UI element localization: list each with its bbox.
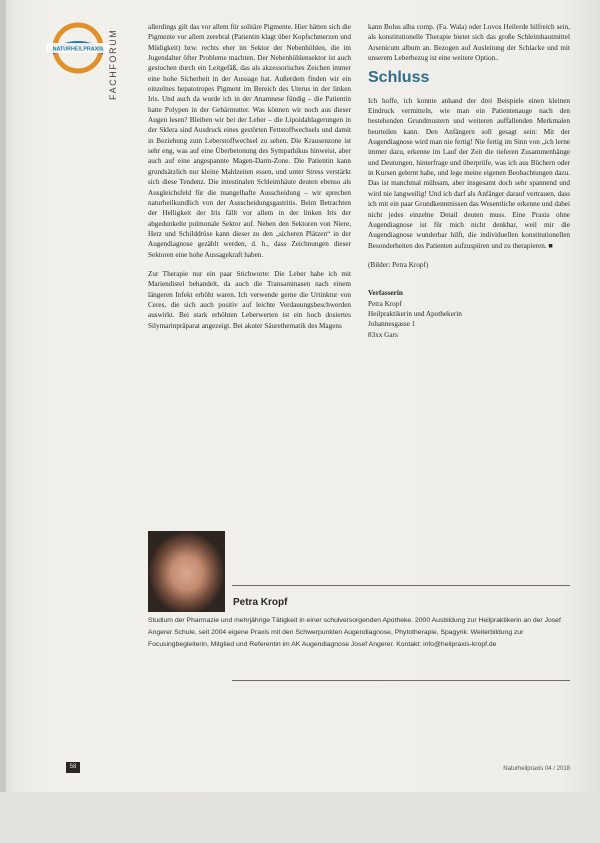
left-text-column [148,22,351,331]
conclusion-paragraph: Ich hoffe, ich konnte anhand der drei Beispiele einen kleinen Eindruck vermitteln, wie man ein Patientenauge nach den bestehenden Grundmustern und weiteren auffallenden Merkmalen beurteilen kann. Den Anfängern soll gesagt sein: Mit der Augendiagnose wird man nie fertig! Nie fertig im Sinn von „ich lerne immer dazu, erkenne im Lauf der Zeit die tieferen Zusammenhänge und Deutungen, hinterfrage und überprüfe, was ich aus Büchern oder in Kursen gelernt habe, und lege meine eigenen Beobachtungen dazu. Das ist manchmal mühsam, aber insgesamt doch sehr spannend und wird nie langweilig! Und ich darf als Anfänger darauf vertrauen, dass ich mit ein paar Grundkenntnissen das Wesentliche erkenne und dabei nicht jedes einzelne Detail deuten muss. Eine Praxis ohne Augendiagnose ist für mich nicht denkbar, weil mir die Augendiagnose wunderbar hilft, die individuellen konstitutionellen Besonderheiten des Patienten aufzuspüren und zu therapieren. ■ [368,96,570,250]
logo-text: NATURHEILPRAXIS [52,46,104,53]
author-line: Johannesgasse 1 [368,320,416,329]
left-paragraph-2: Zur Therapie nur ein paar Stichworte: Die Leber habe ich mit Mariendistel behandelt, da auch die Transaminasen nach einem längeren Infekt erhöht waren. Ich verwende gerne die Urtinktur von Ceres, die sich auch positiv auf leichte Verdauungsbeschwerden auswirkt. Bei stark erhöhten Leberwerten ist ein hoch dosiertes Silymarinpräparat angezeigt. Bei akuter Säurethematik des Magens [148,269,351,330]
author-line: Petra Kropf [368,299,402,308]
page-fold-shadow [0,0,6,843]
bio-divider-top [232,585,570,586]
author-line: Heilpraktikerin und Apothekerin [368,310,462,319]
author-block-title: Verfasserin [368,289,403,298]
right-text-column [368,22,570,340]
left-paragraph-1: allerdings gilt das vor allem für solitäre Pigmente. Hier hätten sich die Pigmente vor allem zerebral (Patientin klagt über Kopfschmerzen und Müdigkeit) bzw. rechts eher im Sektor der Nebenhöhlen, die im Jugendalter öfter Probleme machten. Der Nebenhöhlensektor ist auch gestochen durch ein Leitgefäß, das als akzessorisches Zeichen immer eine hohe Sicherheit in der Aussage hat. Außerdem finden wir ein einzelnes hepatotropes Pigment im Bereich des Uterus in der linken Iris. Und auch da wurde ich in der Anamnese fündig – die Patientin hatte Polypen in der Gebärmutter. Was können wir noch aus dieser Augen lesen? Bleiben wir bei der Leber – die Lipoidablagerungen in der Sklera sind Ausdruck eines gestörten Fettstoffwechsels und damit in Beziehung zum Leberstoffwechsel zu sehen. Die Krausenzone ist sehr eng, was auf eine Überbetonung des Sympathikus hinweist, aber auch auf eine angespannte Magen-Darm-Zone. Die Patientin kann grundsätzlich nur kleine Mahlzeiten essen, und unter Stress verstärkt sich diese Tendenz. Die intestinalen Schleimhäute deuten ebenso als Ausgleichsfeld für die mangelhafte Ausscheidung – wir sprechen naturheilkundlich von der Ausscheidungsgastritis. Beim Betrachten der Helligkeit der Iris fällt vor allem in der linken Iris der abgedunkelte pulmonale Sektor auf. Neben den Sektoren von Niere, Herz und Schilddrüse kann dieser zu den „sicheren Plätzen“ in der Augendiagnose gezählt werden, d. h., dass Zeichnungen dieser Sektoren eine hohe Aussagekraft haben. [148,23,351,259]
author-photo [148,531,225,612]
bio-divider-bottom [232,680,570,681]
bottom-margin [0,792,600,843]
page-number: 58 [66,762,80,773]
section-heading: Schluss [368,69,430,87]
bio-name: Petra Kropf [233,597,288,608]
right-intro-paragraph: kann Bolus alba comp. (Fa. Wala) oder Luvos Heilerde hilfreich sein, als konstitutionelle Therapie bietet sich das große Schleimhautmittel Arsenicum album an. Bezogen auf Ausleitung der Schlacke und mit unserem Leberbezug ist eine weitere Option.. [368,23,570,63]
author-line: 83xx Gars [368,330,398,339]
journal-logo-icon [42,22,114,74]
image-credit: (Bilder: Petra Kropf) [368,260,429,269]
bio-text: Studium der Pharmazie und mehrjährige Tätigkeit in einer schulversorgenden Apotheke. 2000 Ausbildung zur Heilpraktikerin an der Josef Angerer Schule, seit 2004 eigene Praxis mit den Schwerpunkten Augendiagnose, Phytotherapie, Spagyrik. Weiterbildung zur Focusingbegleiterin, Mitglied und Referentin im AK Augendiagnose Josef Angerer. Kontakt: info@heilpraxis-kropf.de [148,617,561,649]
journal-footer: Naturheilpraxis 04 / 2018 [503,766,570,772]
section-tag: FACHFORUM [108,28,118,100]
author-block [368,288,570,340]
